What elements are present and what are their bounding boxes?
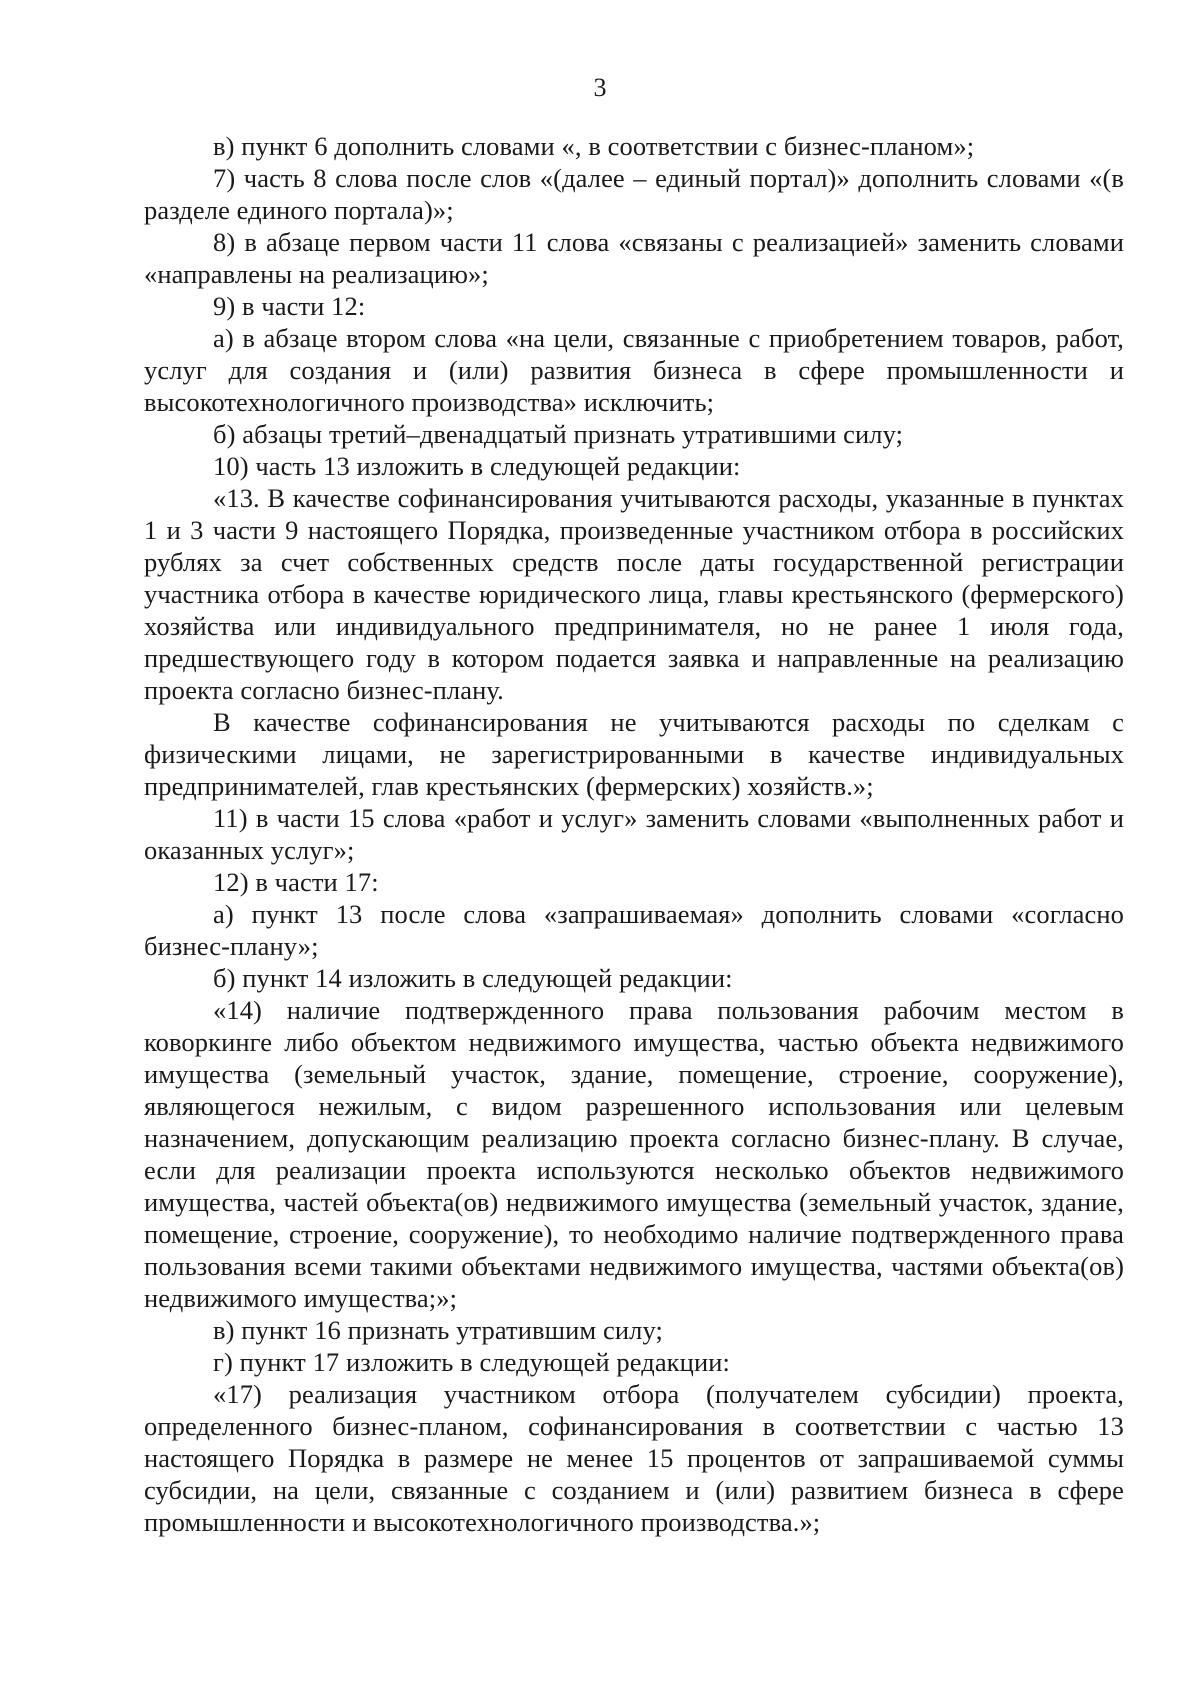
page-number: 3 bbox=[593, 73, 607, 102]
paragraph-b-punkt-14: б) пункт 14 изложить в следующей редакции: bbox=[213, 963, 733, 993]
paragraph-10-chast-13: 10) часть 13 изложить в следующей редакции: bbox=[213, 451, 741, 481]
paragraph-quote-13: «13. В качестве софинансирования учитываются расходы, указанные в пунктах 1 и 3 части 9 настоящего Порядка, произведенные участником отбора в российских рублях за счет собственных средств после даты государственной регистрации участника отбора в качестве юридического лица, главы крестьянского (фермерского) хозяйства или индивидуального предпринимателя, но не ранее 1 июля года, предшествующего году в котором подается заявка и направленные на реализацию проекта согласно бизнес-плану. bbox=[144, 483, 1124, 705]
paragraph-g-punkt-17: г) пункт 17 изложить в следующей редакции: bbox=[213, 1347, 730, 1377]
document-body bbox=[144, 130, 1124, 1538]
paragraph-12-chast-17: 12) в части 17: bbox=[213, 867, 379, 897]
paragraph-7-chast-8: 7) часть 8 слова после слов «(далее – единый портал)» дополнить словами «(в разделе единого портала)»; bbox=[144, 163, 1124, 225]
paragraph-8-chast-11: 8) в абзаце первом части 11 слова «связаны с реализацией» заменить словами «направлены на реализацию»; bbox=[144, 227, 1124, 289]
paragraph-v-punkt-16: в) пункт 16 признать утратившим силу; bbox=[213, 1315, 663, 1345]
paragraph-v-punkt-6: в) пункт 6 дополнить словами «, в соответствии с бизнес-планом»; bbox=[213, 131, 975, 161]
paragraph-quote-13-second: В качестве софинансирования не учитываются расходы по сделкам с физическими лицами, не зарегистрированными в качестве индивидуальных предпринимателей, глав крестьянских (фермерских) хозяйств.»; bbox=[144, 707, 1124, 801]
paragraph-b-abzacy: б) абзацы третий–двенадцатый признать утратившими силу; bbox=[213, 419, 904, 449]
paragraph-quote-17: «17) реализация участником отбора (получателем субсидии) проекта, определенного бизнес-планом, софинансирования в соответствии с частью 13 настоящего Порядка в размере не менее 15 процентов от запрашиваемой суммы субсидии, на цели, связанные с созданием и (или) развитием бизнеса в сфере промышленности и высокотехнологичного производства.»; bbox=[144, 1379, 1124, 1537]
paragraph-11-chast-15: 11) в части 15 слова «работ и услуг» заменить словами «выполненных работ и оказанных услуг»; bbox=[144, 803, 1124, 865]
paragraph-a-abzac-vtoroy: а) в абзаце втором слова «на цели, связанные с приобретением товаров, работ, услуг для создания и (или) развития бизнеса в сфере промышленности и высокотехнологичного производства» исключить; bbox=[144, 323, 1124, 417]
paragraph-quote-14: «14) наличие подтвержденного права пользования рабочим местом в коворкинге либо объектом недвижимого имущества, частью объекта недвижимого имущества (земельный участок, здание, помещение, строение, сооружение), являющегося нежилым, с видом разрешенного использования или целевым назначением, допускающим реализацию проекта согласно бизнес-плану. В случае, если для реализации проекта используются несколько объектов недвижимого имущества, частей объекта(ов) недвижимого имущества (земельный участок, здание, помещение, строение, сооружение), то необходимо наличие подтвержденного права пользования всеми такими объектами недвижимого имущества, частями объекта(ов) недвижимого имущества;»; bbox=[144, 995, 1124, 1313]
paragraph-a-punkt-13: а) пункт 13 после слова «запрашиваемая» дополнить словами «согласно бизнес-плану»; bbox=[144, 899, 1124, 961]
paragraph-9-chast-12: 9) в части 12: bbox=[213, 291, 366, 321]
